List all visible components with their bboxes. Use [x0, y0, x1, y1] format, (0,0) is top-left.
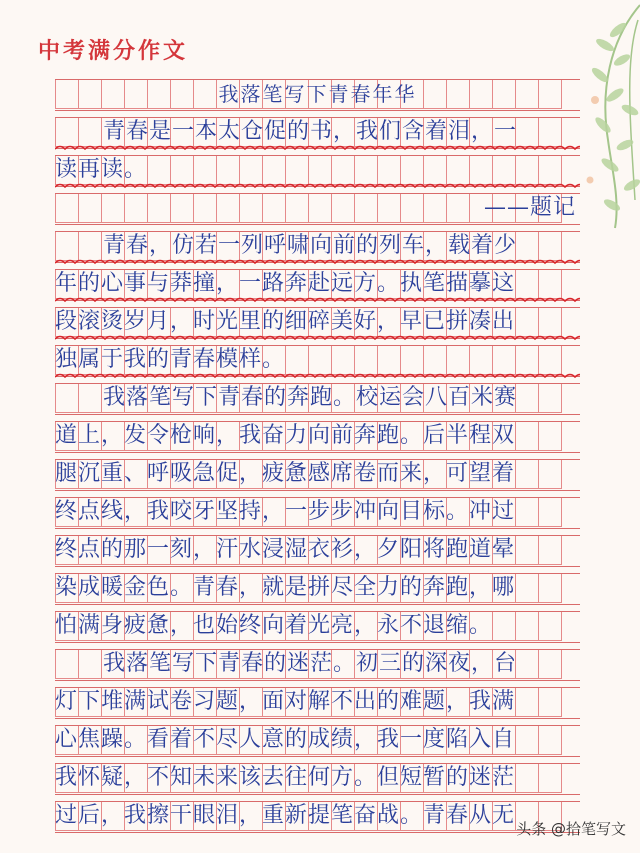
grid-row — [55, 459, 580, 490]
paragraph-line: 心焦躁。看着不尽人意的成绩，我一度陷入自 — [55, 727, 516, 752]
grid-row — [55, 79, 580, 110]
wavy-underline — [55, 183, 580, 191]
intro-line: 青春，仿若一列呼啸向前的列车，载着少 — [103, 233, 518, 258]
epigraph-line: 读再读。 — [55, 157, 148, 182]
wavy-underline — [55, 335, 580, 343]
paragraph-line: 道上，发令枪响，我奋力向前奔跑。后半程双 — [55, 423, 516, 448]
paragraph-line: 我怀疑，不知未来该去往何方。但短暂的迷茫 — [55, 765, 516, 790]
category-title: 中考满分作文 — [38, 39, 189, 64]
grid-row — [55, 535, 580, 566]
epigraph-line: 青春是一本太仓促的书，我们含着泪，一 — [103, 119, 518, 144]
grid-row — [55, 193, 580, 224]
wavy-underline — [55, 259, 580, 267]
grid-row — [55, 687, 580, 718]
grid-row — [55, 725, 580, 756]
paragraph-line: 我落笔写下青春的奔跑。校运会八百米赛 — [103, 385, 518, 410]
wavy-underline — [55, 145, 580, 153]
intro-line: 段滚烫岁月，时光里的细碎美好，早已拼凑出 — [55, 309, 516, 334]
grid-row — [55, 801, 580, 832]
paragraph-line: 终点的那一刻，汗水浸湿衣衫，夕阳将跑道晕 — [55, 537, 516, 562]
grid-row — [55, 497, 580, 528]
paragraph-line: 过后，我擦干眼泪，重新提笔奋战。青春从无 — [55, 803, 516, 828]
paragraph-line: 怕满身疲惫，也始终向着光亮，永不退缩。 — [55, 613, 493, 638]
grid-row — [55, 345, 580, 376]
paragraph-line: 我落笔写下青春的迷茫。初三的深夜，台 — [103, 651, 518, 676]
grid-row — [55, 155, 580, 186]
source-watermark: 头条 @拾笔写文 — [516, 820, 626, 838]
paragraph-line: 染成暖金色。青春，就是拼尽全力的奔跑，哪 — [55, 575, 516, 600]
grid-row — [55, 763, 580, 794]
paragraph-line: 腿沉重、呼吸急促，疲惫感席卷而来，可望着 — [55, 461, 516, 486]
grid-row — [55, 611, 580, 642]
wavy-underline — [55, 297, 580, 305]
grid-row — [55, 307, 580, 338]
grid-row — [55, 269, 580, 300]
paragraph-line: 灯下堆满试卷习题，面对解不出的难题，我满 — [55, 689, 516, 714]
intro-line: 年的心事与莽撞，一路奔赴远方。执笔描摹这 — [55, 271, 516, 296]
paragraph-line: 终点线，我咬牙坚持，一步步冲向目标。冲过 — [55, 499, 516, 524]
grid-row — [55, 231, 580, 262]
grid-row — [55, 573, 580, 604]
manuscript-grid — [55, 79, 580, 839]
grid-row — [55, 117, 580, 148]
grid-row — [55, 649, 580, 680]
wavy-underline — [55, 373, 580, 381]
grid-row — [55, 421, 580, 452]
grid-row — [55, 383, 580, 414]
essay-title: 我落笔写下青春年华 — [218, 82, 417, 106]
epigraph-source: ——题记 — [483, 195, 576, 220]
intro-line: 独属于我的青春模样。 — [55, 347, 286, 372]
